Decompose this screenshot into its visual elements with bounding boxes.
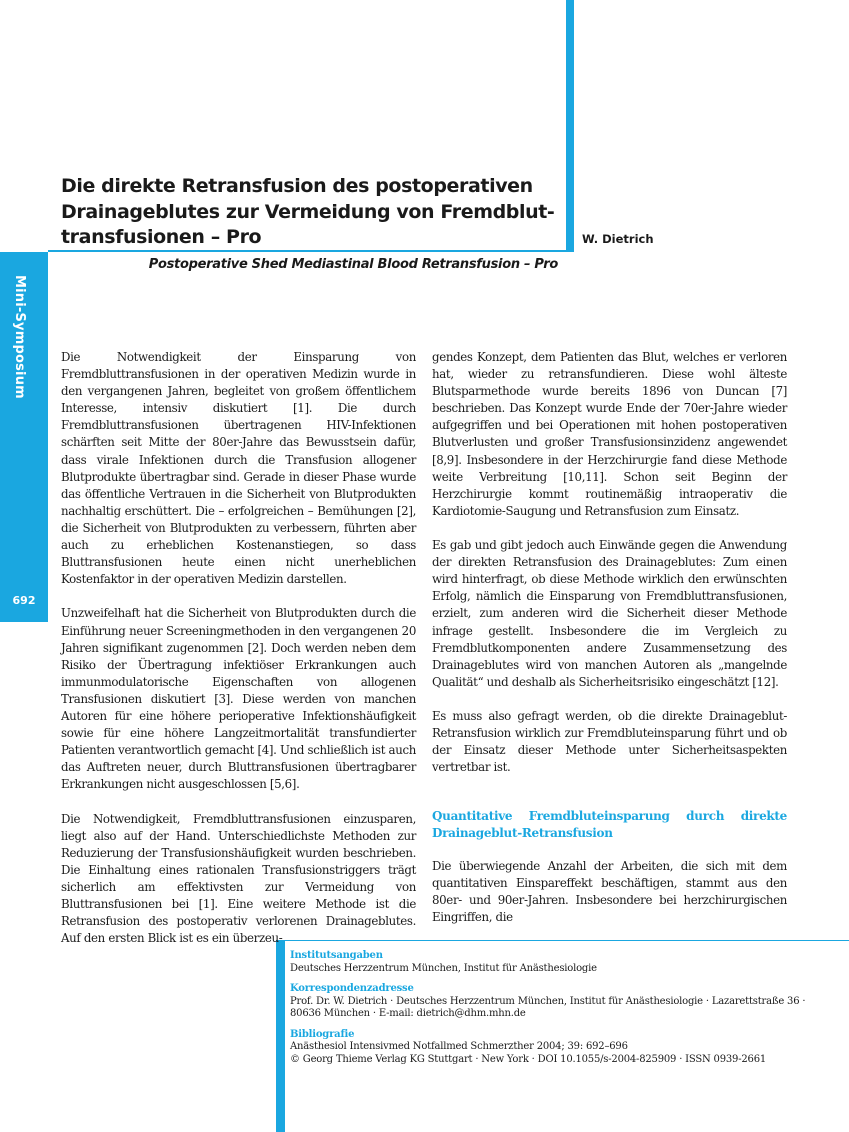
bibliography-line: © Georg Thieme Verlag KG Stuttgart · New York · DOI 10.1055/s-2004-825909 · ISSN 0939-2661 — [290, 1053, 767, 1065]
paragraph: Es muss also gefragt werden, ob die direkte Drainageblut-Retransfusion wirklich zur Fremdbluteinsparung führt und ob der Einsatz dieser Methode unter Sicherheitsaspekten vertretbar ist. — [432, 708, 787, 775]
correspondence-line: Prof. Dr. W. Dietrich · Deutsches Herzzentrum München, Institut für Anästhesiologie · Lazarettstraße 36 · — [290, 995, 806, 1007]
paragraph: Die Notwendigkeit der Einsparung von Fremdbluttransfusionen in der operativen Medizin wurde in den vergangenen Jahren, begleitet von großem öffentlichem Interesse, intensiv diskutiert [1]. Die durch Fremdbluttransfusionen übertragenen HIV-Infektionen schärften seit Mitte der 80er-Jahre das Bewusstsein dafür, dass virale Infektionen durch die Transfusion allogener Blutprodukte übertragbar sind. Gerade in dieser Phase wurde das öffentliche Vertrauen in die Sicherheit von Blutprodukten nachhaltig erschüttert. Die – erfolgreichen – Bemühungen [2], die Sicherheit von Blutprodukten zu verbessern, führten aber auch zu erheblichen Kostenanstiegen, so dass Bluttransfusionen heute einen nicht unerheblichen Kostenfaktor in der operativen Medizin darstellen. — [61, 350, 416, 587]
paragraph: gendes Konzept, dem Patienten das Blut, welches er verloren hat, wieder zu retransfundieren. Diese wohl älteste Blutsparmethode wurde bereits 1896 von Duncan [7] beschrieben. Das Konzept wurde Ende der 70er-Jahre wieder aufgegriffen und bei Operationen mit hohen postoperativen Blutverlusten und großer Transfusionsinzidenz angewendet [8,9]. Insbesondere in der Herzchirurgie fand diese Methode weite Verbreitung [10,11]. Schon seit Beginn der Herzchirurgie kommt routinemäßig intraoperativ die Kardiotomie-Saugung und Retransfusion zum Einsatz. — [432, 350, 787, 518]
section-heading: Quantitative Fremdbluteinsparung durch direkte Drainageblut-Retransfusion — [432, 809, 787, 841]
footer-vertical-rule — [276, 940, 285, 1132]
page-number: 692 — [12, 594, 36, 607]
correspondence-line: 80636 München · E-mail: dietrich@dhm.mhn.de — [290, 1008, 526, 1019]
section-label: Mini-Symposium — [12, 275, 27, 399]
correspondence-block — [290, 983, 830, 1021]
header-vertical-rule — [566, 0, 574, 252]
english-subtitle: Postoperative Shed Mediastinal Blood Retransfusion – Pro — [148, 257, 558, 272]
correspondence-heading: Korrespondenzadresse — [290, 983, 414, 994]
author-name: W. Dietrich — [582, 232, 654, 246]
article-info-box — [290, 950, 830, 1074]
paragraph: Unzweifelhaft hat die Sicherheit von Blutprodukten durch die Einführung neuer Screeningmethoden in den vergangenen 20 Jahren signifikant zugenommen [2]. Doch werden neben dem Risiko der Übertragung infektiöser Erkrankungen auch immunmodulatorische Eigenschaften von allogenen Transfusionen diskutiert [3]. Diese werden von manchen Autoren für eine höhere perioperative Infektionshäufigkeit sowie für eine höhere Langzeitmortalität transfundierter Patienten verantwortlich gemacht [4]. Und schließlich ist auch das Auftreten neuer, durch Bluttransfusionen übertragbarer Erkrankungen nicht ausgeschlossen [5,6]. — [61, 606, 416, 792]
paragraph: Die überwiegende Anzahl der Arbeiten, die sich mit dem quantitativen Einspareffekt beschäftigen, stammt aus den 80er- und 90er-Jahren. Insbesondere bei herzchirurgischen Eingriffen, die — [432, 858, 787, 924]
bibliography-block — [290, 1029, 830, 1067]
article-title: Die direkte Retransfusion des postoperativen Drainageblutes zur Vermeidung von Fremdbluttransfusionen – Pro — [61, 175, 555, 248]
institution-text: Deutsches Herzzentrum München, Institut für Anästhesiologie — [290, 962, 597, 974]
paragraph: Es gab und gibt jedoch auch Einwände gegen die Anwendung der direkten Retransfusion des Drainageblutes: Zum einen wird hinterfragt, ob diese Methode wirklich den erwünschten Erfolg, nämlich die Einsparung von Fremdbluttransfusionen, erzielt, zum anderen wird die Sicherheit dieser Methode infrage gestellt. Insbesondere die im Vergleich zu Fremdblutkomponenten andere Zusammensetzung des Drainageblutes wird von manchen Autoren als „mangelnde Qualität“ und deshalb als Sicherheitsrisiko eingeschätzt [12]. — [432, 538, 787, 689]
right-column — [432, 349, 787, 943]
institution-heading: Institutsangaben — [290, 950, 383, 961]
paragraph: Die Notwendigkeit, Fremdbluttransfusionen einzusparen, liegt also auf der Hand. Unterschiedlichste Methoden zur Reduzierung der Transfusionshäufigkeit wurden beschrieben. Die Einhaltung eines rationalen Transfusionstriggers trägt sicherlich am effektivsten zur Vermeidung von Bluttransfusionen bei [1]. Eine weitere Methode ist die Retransfusion des postoperativ verlorenen Drainageblutes. Auf den ersten Blick ist es ein überzeu- — [61, 811, 416, 946]
bibliography-heading: Bibliografie — [290, 1028, 355, 1040]
left-column — [61, 349, 416, 964]
institution-block — [290, 950, 830, 975]
bibliography-line: Anästhesiol Intensivmed Notfallmed Schmerzther 2004; 39: 692–696 — [290, 1041, 628, 1052]
